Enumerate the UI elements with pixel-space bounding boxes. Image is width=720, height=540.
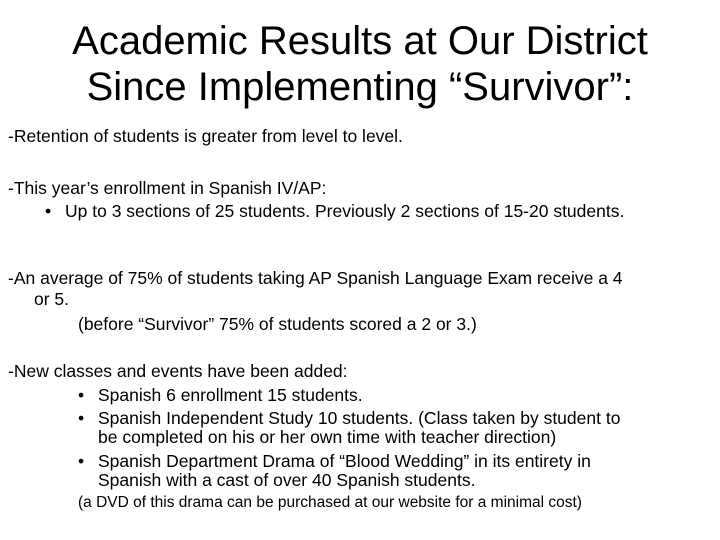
- dvd-note: (a DVD of this drama can be purchased at our website for a minimal cost): [78, 494, 582, 511]
- enrollment-heading: -This year’s enrollment in Spanish IV/AP:: [8, 178, 327, 198]
- new-class-bullet: [78, 408, 620, 429]
- enrollment-bullet-text: Up to 3 sections of 25 students. Previously 2 sections of 15-20 students.: [65, 201, 625, 221]
- slide-title: [0, 18, 720, 110]
- retention-text: -Retention of students is greater from level to level.: [8, 126, 403, 146]
- bullet-glyph: •: [78, 408, 85, 428]
- ap-exam-line-1: -An average of 75% of students taking AP Spanish Language Exam receive a 4: [8, 268, 623, 288]
- bullet-glyph: •: [45, 201, 52, 221]
- new-classes-heading: -New classes and events have been added:: [8, 361, 348, 381]
- title-line-2: Since Implementing “Survivor”:: [86, 65, 634, 109]
- title-line-1: Academic Results at Our District: [72, 19, 648, 63]
- bullet-glyph: •: [78, 451, 85, 471]
- new-class-bullet-text: Spanish Department Drama of “Blood Wedding” in its entirety in: [98, 451, 591, 471]
- ap-exam-before-note: (before “Survivor” 75% of students scored a 2 or 3.): [78, 314, 477, 334]
- new-class-bullet: [78, 451, 591, 472]
- new-class-bullet: [78, 385, 363, 406]
- enrollment-bullet: [45, 201, 624, 222]
- new-class-bullet-continuation: be completed on his or her own time with teacher direction): [98, 427, 557, 447]
- bullet-glyph: •: [78, 385, 85, 405]
- ap-exam-line-2: or 5.: [34, 289, 70, 309]
- new-class-bullet-continuation: Spanish with a cast of over 40 Spanish students.: [98, 470, 476, 490]
- new-class-bullet-text: Spanish Independent Study 10 students. (Class taken by student to: [98, 408, 621, 428]
- new-class-bullet-text: Spanish 6 enrollment 15 students.: [98, 385, 363, 405]
